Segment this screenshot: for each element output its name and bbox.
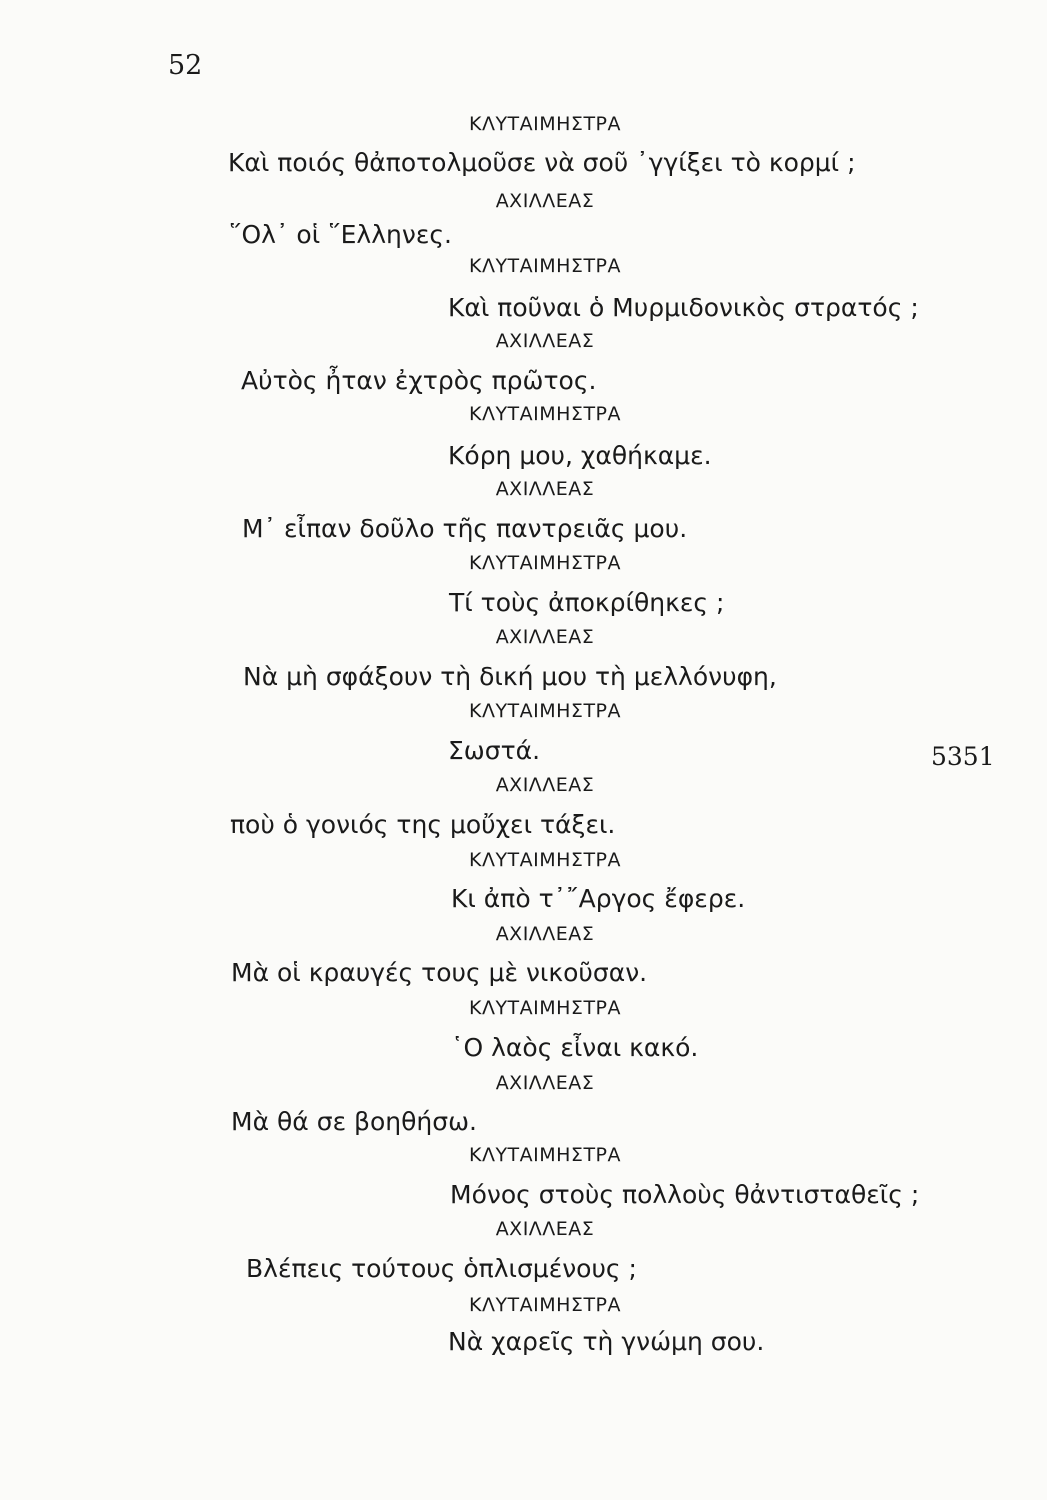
speaker-name: ΑΧΙΛΛΕΑΣ xyxy=(495,923,595,945)
speaker-name: ΚΛΥΤΑΙΜΗΣΤΡΑ xyxy=(468,552,622,574)
speaker-name: ΚΛΥΤΑΙΜΗΣΤΡΑ xyxy=(468,1144,622,1166)
speaker-name: ΑΧΙΛΛΕΑΣ xyxy=(495,478,595,500)
verse-line: Νὰ χαρεῖς τὴ γνώμη σου. xyxy=(448,1327,765,1356)
verse-line: Μόνος στοὺς πολλοὺς θἀντισταθεῖς ; xyxy=(450,1180,920,1209)
verse-line: Μ᾿ εἶπαν δοῦλο τῆς παντρειᾶς μου. xyxy=(242,514,688,543)
speaker-name: ΑΧΙΛΛΕΑΣ xyxy=(495,190,595,212)
verse-line: Αὐτὸς ἦταν ἐχτρὸς πρῶτος. xyxy=(241,366,597,395)
speaker-name: ΑΧΙΛΛΕΑΣ xyxy=(495,1072,595,1094)
verse-line: Κόρη μου, χαθήκαμε. xyxy=(448,441,712,470)
verse-line: Κι ἀπὸ τ᾿῎Αργος ἔφερε. xyxy=(451,884,746,913)
verse-line: Βλέπεις τούτους ὁπλισμένους ; xyxy=(246,1254,637,1283)
speaker-name: ΚΛΥΤΑΙΜΗΣΤΡΑ xyxy=(468,255,622,277)
speaker-name: ΑΧΙΛΛΕΑΣ xyxy=(495,330,595,352)
speaker-name: ΑΧΙΛΛΕΑΣ xyxy=(495,1218,595,1240)
verse-line: Σωστά. xyxy=(448,736,541,765)
speaker-name: ΚΛΥΤΑΙΜΗΣΤΡΑ xyxy=(468,849,622,871)
verse-line: ῾Ο λαὸς εἶναι κακό. xyxy=(451,1033,699,1062)
speaker-name: ΚΛΥΤΑΙΜΗΣΤΡΑ xyxy=(468,700,622,722)
speaker-name: ΚΛΥΤΑΙΜΗΣΤΡΑ xyxy=(468,113,622,135)
verse-line: Τί τοὺς ἀποκρίθηκες ; xyxy=(449,588,725,617)
speaker-name: ΑΧΙΛΛΕΑΣ xyxy=(495,626,595,648)
verse-line: Καὶ ποῦναι ὁ Μυρμιδονικὸς στρατός ; xyxy=(448,293,919,322)
verse-line: Καὶ ποιός θἀποτολμοῦσε νὰ σοῦ ᾿γγίξει τὸ κορμί ; xyxy=(228,148,856,177)
verse-line: Νὰ μὴ σφάξουν τὴ δική μου τὴ μελλόνυφη, xyxy=(243,662,777,691)
verse-line: Μὰ θά σε βοηθήσω. xyxy=(231,1107,477,1136)
speaker-name: ΑΧΙΛΛΕΑΣ xyxy=(495,774,595,796)
speaker-name: ΚΛΥΤΑΙΜΗΣΤΡΑ xyxy=(468,997,622,1019)
page-number: 52 xyxy=(168,50,203,81)
verse-line: Μὰ οἱ κραυγές τους μὲ νικοῦσαν. xyxy=(231,958,648,987)
verse-line: ῞Ολ᾿ οἱ ῞Ελληνες. xyxy=(229,220,452,249)
verse-line: ποὺ ὁ γονιός της μοὔχει τάξει. xyxy=(230,810,616,839)
speaker-name: ΚΛΥΤΑΙΜΗΣΤΡΑ xyxy=(468,403,622,425)
line-number: 5351 xyxy=(931,742,995,771)
speaker-name: ΚΛΥΤΑΙΜΗΣΤΡΑ xyxy=(468,1294,622,1316)
